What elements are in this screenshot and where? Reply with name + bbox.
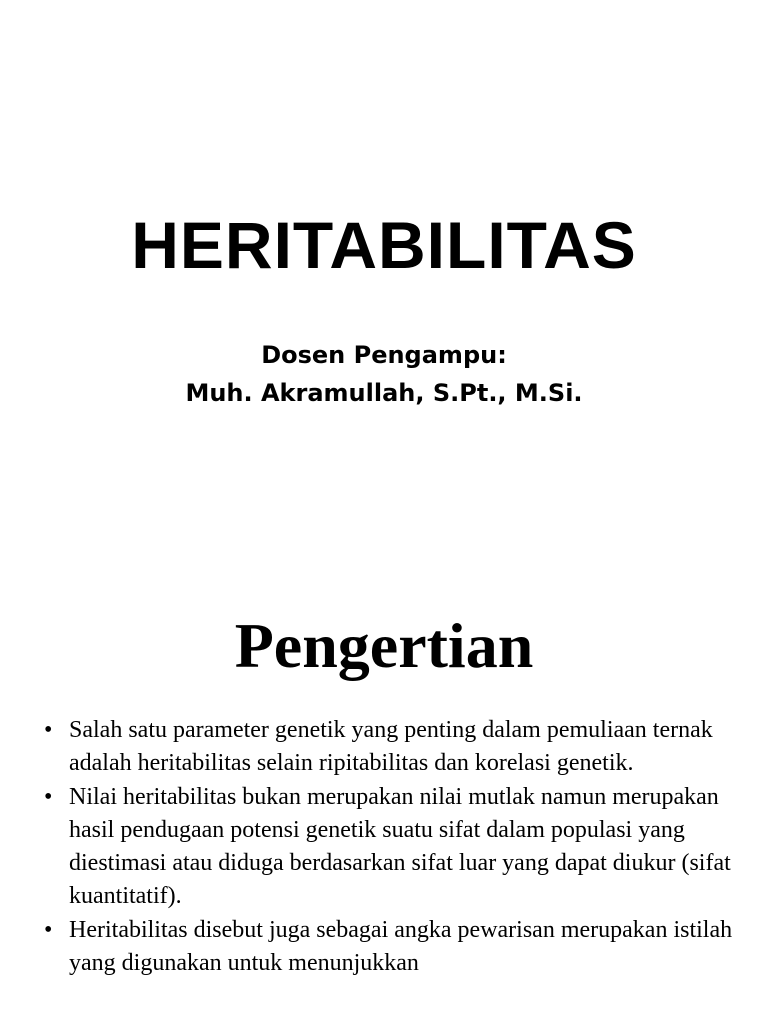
slide-definition bbox=[0, 576, 768, 1024]
section-title: Pengertian bbox=[234, 610, 534, 681]
slide-title-heading: HERITABILITAS bbox=[131, 208, 637, 282]
bullet-item bbox=[40, 714, 738, 780]
bullet-icon: • bbox=[44, 917, 53, 943]
lecturer-block bbox=[0, 336, 768, 412]
bullet-item bbox=[40, 781, 738, 913]
bullet-icon: • bbox=[44, 717, 53, 743]
lecturer-label: Dosen Pengampu: bbox=[261, 341, 507, 369]
bullet-text: Nilai heritabilitas bukan merupakan nilai mutlak namun merupakan hasil pendugaan potensi genetik suatu sifat dalam populasi yang diestimasi atau diduga berdasarkan sifat luar yang dapat diukur (sifat kuantitatif). bbox=[69, 784, 731, 909]
bullet-text: Salah satu parameter genetik yang penting dalam pemuliaan ternak adalah heritabilitas selain ripitabilitas dan korelasi genetik. bbox=[69, 717, 713, 776]
bullet-item bbox=[40, 914, 738, 980]
bullet-icon: • bbox=[44, 784, 53, 810]
bullet-text: Heritabilitas disebut juga sebagai angka pewarisan merupakan istilah yang digunakan untuk menunjukkan bbox=[69, 917, 733, 976]
lecturer-name: Muh. Akramullah, S.Pt., M.Si. bbox=[185, 379, 583, 407]
bullet-list bbox=[40, 714, 738, 981]
